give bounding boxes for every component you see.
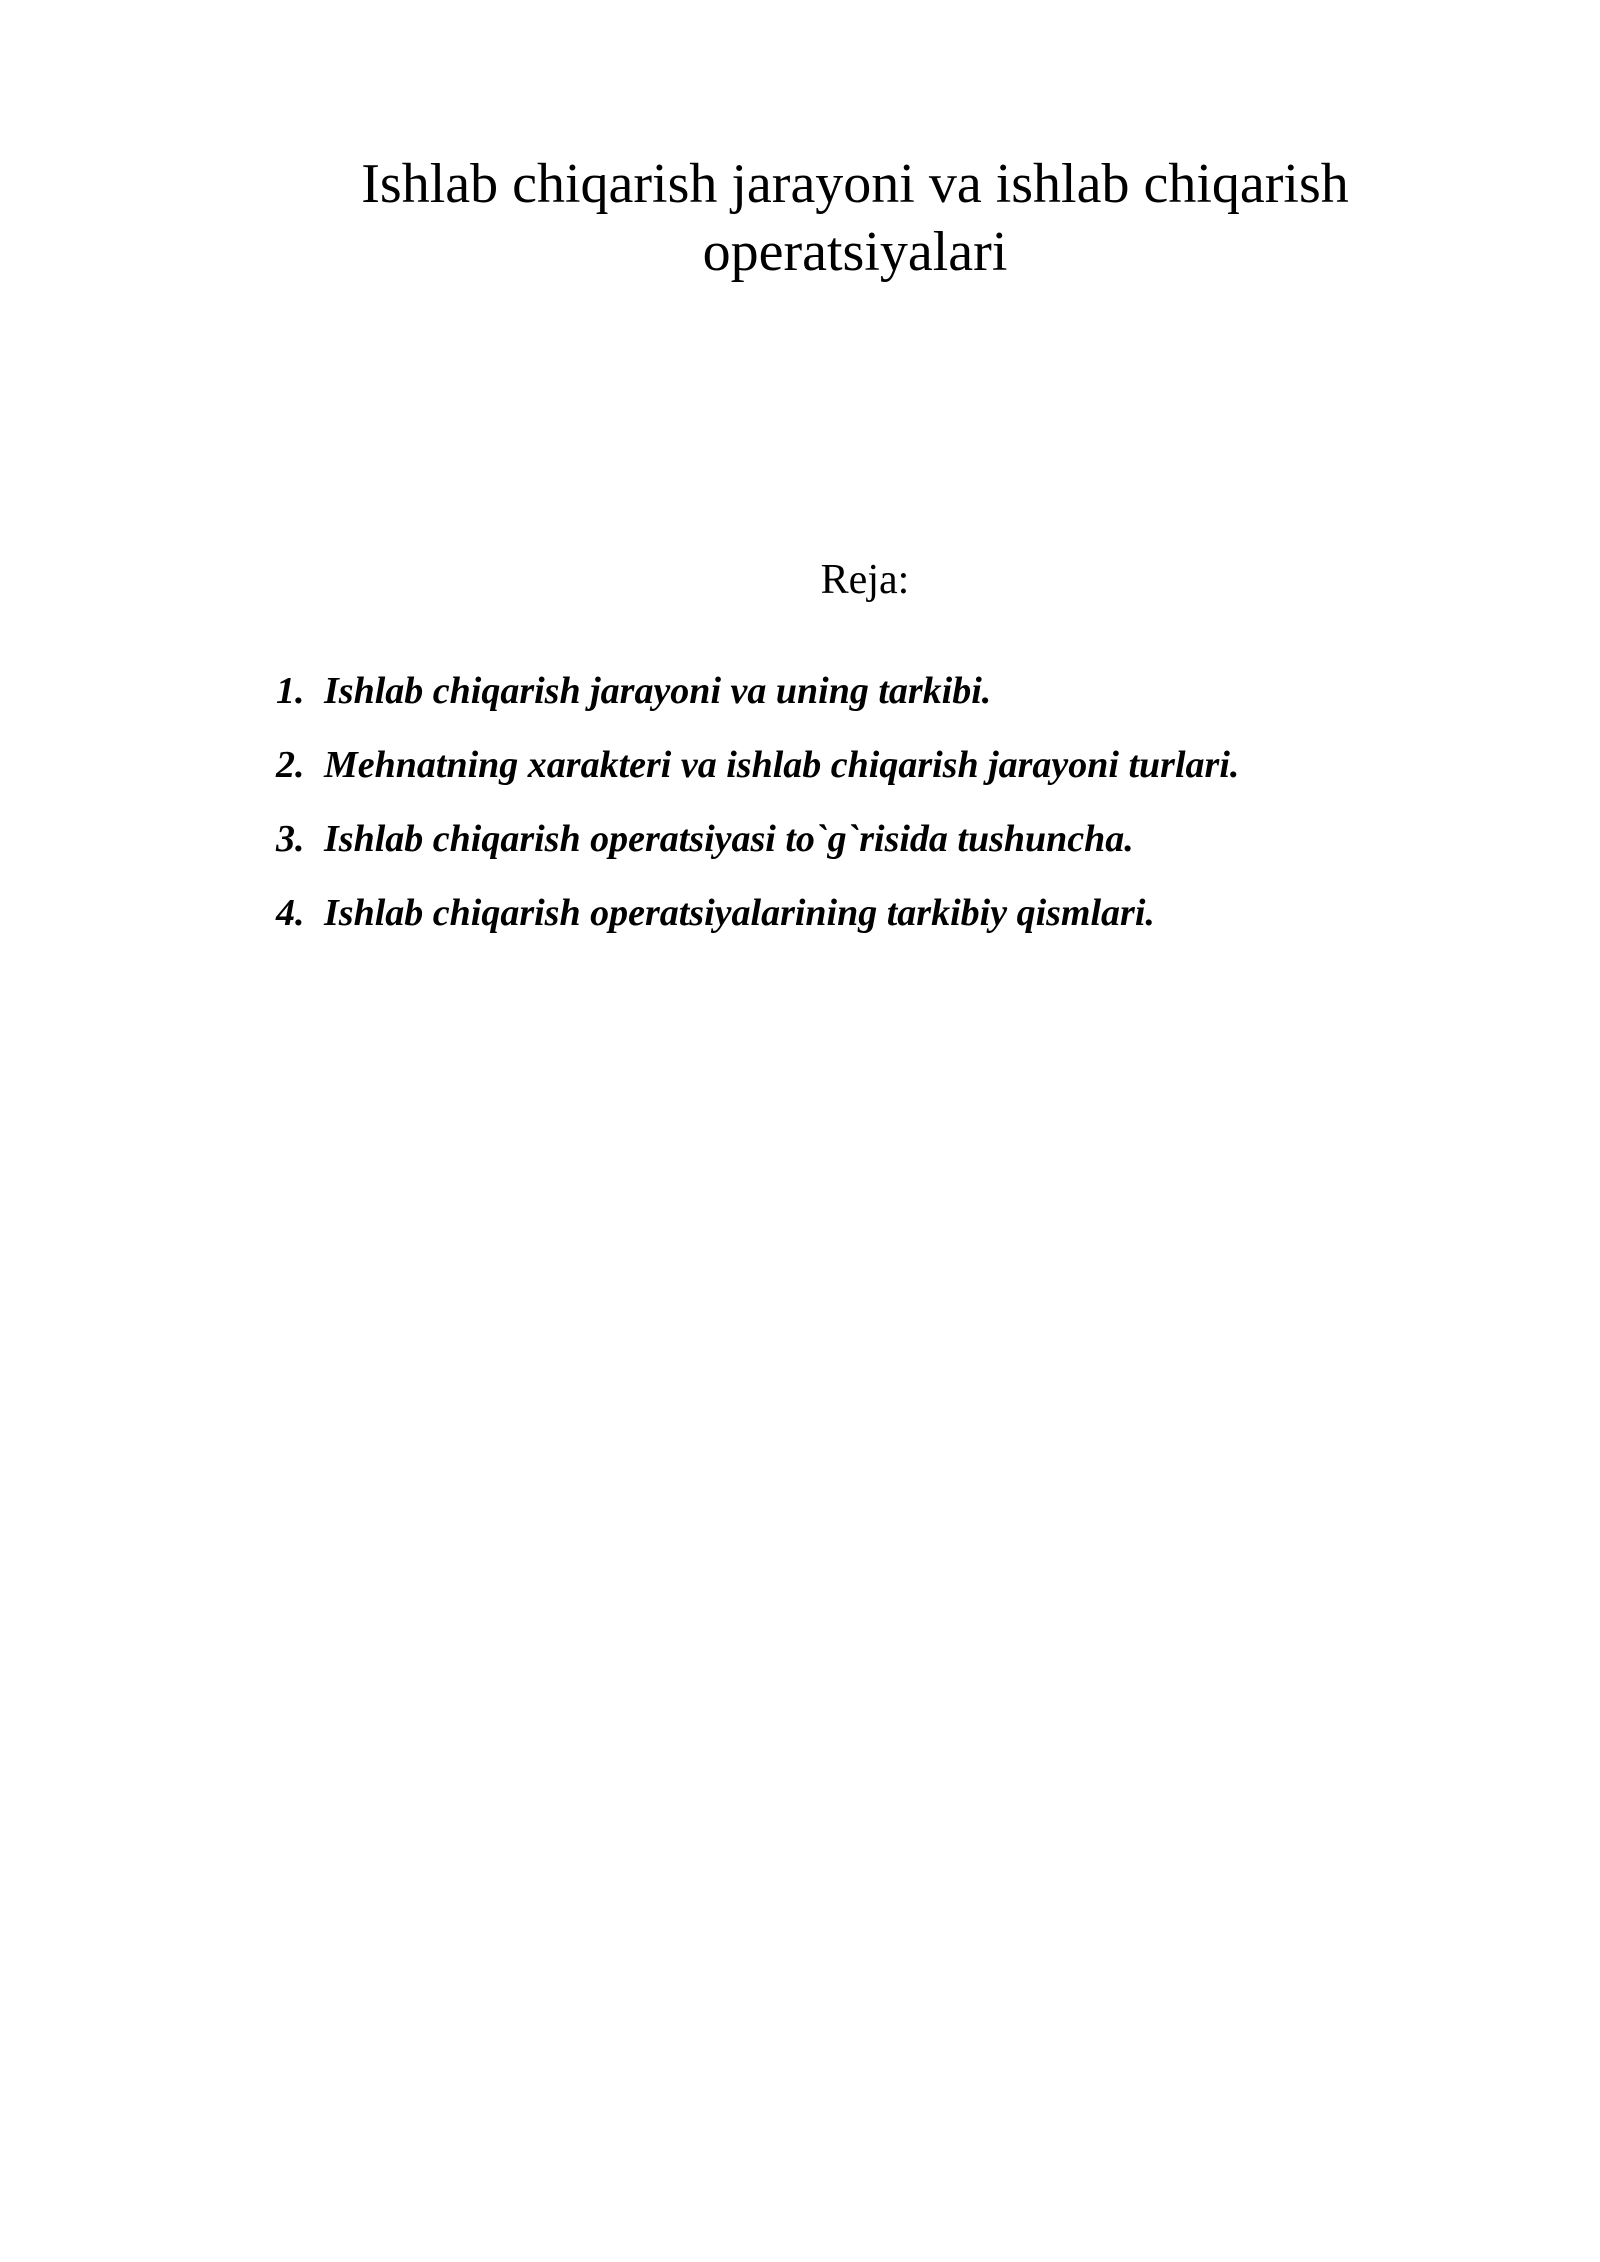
plan-item-text: Ishlab chiqarish jarayoni va uning tarkibi.: [324, 670, 992, 712]
plan-item-number: 1.: [276, 670, 305, 712]
plan-item-text: Ishlab chiqarish operatsiyasi to`g`risida tushuncha.: [324, 818, 1134, 860]
plan-item-text: Mehnatning xarakteri va ishlab chiqarish jarayoni turlari.: [324, 744, 1240, 786]
plan-item-number: 2.: [276, 744, 305, 786]
plan-item-4: [276, 890, 1576, 964]
plan-heading: Reja:: [820, 557, 910, 603]
plan-item-3: [276, 816, 1576, 890]
plan-item-number: 4.: [276, 892, 305, 934]
document-title-line-2: operatsiyalari: [702, 221, 1008, 283]
plan-item-2: [276, 742, 1576, 816]
document-title-line-1: Ishlab chiqarish jarayoni va ishlab chiqarish: [361, 153, 1349, 215]
plan-item-text: Ishlab chiqarish operatsiyalarining tarkibiy qismlari.: [324, 892, 1155, 934]
plan-item-number: 3.: [276, 818, 305, 860]
document-title: [230, 150, 1480, 286]
plan-list: [276, 668, 1576, 964]
plan-item-1: [276, 668, 1576, 742]
